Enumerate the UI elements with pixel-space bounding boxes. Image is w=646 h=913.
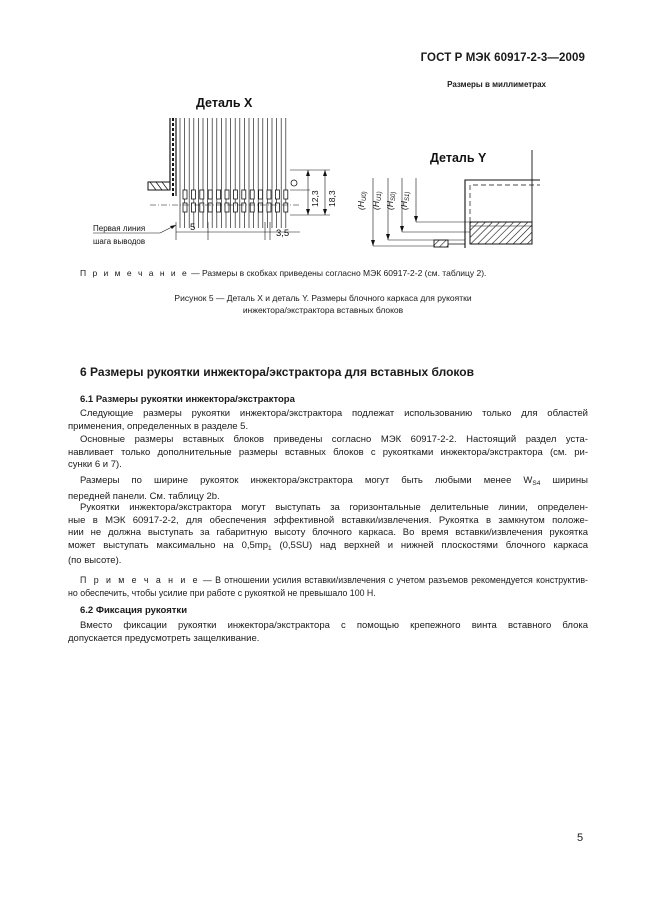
detail-x-title: Деталь X	[196, 96, 253, 110]
paragraph-1-line: Следующие размеры рукоятки инжектора/экстрактора подлежат использованию только для областей	[80, 408, 588, 419]
pin-pad	[200, 203, 204, 212]
document-header: ГОСТ Р МЭК 60917-2-3—2009	[420, 52, 585, 64]
paragraph-4-line: ные в МЭК 60917-2-2, для обеспечения эффективной вставки/извлечения. Рукоятка в замкнутом положе-	[68, 514, 588, 526]
h-dimension-label: ($H_{S0)}$	[385, 191, 397, 210]
paragraph-4-subscript: 1	[268, 544, 272, 552]
pin-pad	[208, 190, 212, 199]
paragraph-2-line: сунки 6 и 7).	[68, 459, 122, 470]
paragraph-3-line-1	[68, 475, 588, 491]
pin-pad	[242, 203, 246, 212]
dim-3-5-label: 3,5	[276, 228, 290, 239]
paragraph-5-line: Вместо фиксации рукоятки инжектора/экстрактора с помощью крепежного винта вставного блока	[80, 620, 588, 631]
pin-pad	[284, 203, 288, 212]
figure-caption-line-2: инжектора/экстрактора вставных блоков	[242, 305, 404, 315]
pin-pad	[233, 190, 237, 199]
pin-pad	[225, 190, 229, 199]
paragraph-1-line: применения, определенных в разделе 5.	[68, 420, 249, 432]
pin-pad	[259, 203, 263, 212]
paragraph-4-line: Рукоятки инжектора/экстрактора могут выступать за горизонтальные делительные линии, определен-	[80, 502, 588, 513]
pin-pad	[225, 203, 229, 212]
section-6-1-title: 6.1 Размеры рукоятки инжектора/экстрактора	[80, 394, 295, 405]
pin-pad	[275, 190, 279, 199]
detail-y-height-labels	[356, 191, 411, 210]
paragraph-4-line-5: (по высоте).	[68, 555, 122, 566]
section-6-2-title: 6.2 Фиксация рукоятки	[80, 605, 188, 616]
pin-pad	[217, 203, 221, 212]
paragraph-4	[68, 502, 588, 568]
pin-pad	[191, 203, 195, 212]
first-pin-line-label-1: Первая линия	[93, 224, 146, 233]
detail-y-title: Деталь Y	[430, 151, 487, 165]
figure-note-text: — Размеры в скобках приведены согласно МЭК 60917-2-2 (см. таблицу 2).	[188, 268, 487, 278]
paragraph-3-text-b: ширины	[540, 475, 588, 486]
paragraph-4-text-a: может выступать максимально на 0,5mp	[68, 539, 268, 551]
section-6-title: 6 Размеры рукоятки инжектора/экстрактора для вставных блоков	[80, 365, 474, 379]
figure-note-label: П р и м е ч а н и е	[80, 268, 189, 278]
pin-pad	[242, 190, 246, 199]
paragraph-3-line-2: передней панели. См. таблицу 2b.	[68, 490, 220, 502]
pin-pad	[267, 203, 271, 212]
pin-pad	[250, 190, 254, 199]
page-number: 5	[577, 832, 584, 844]
pin-pad	[259, 190, 263, 199]
paragraph-2-line: навливает только дополнительные размеры вставных блоков с рукоятками инжектора/экстрактора (см. ри-	[68, 446, 588, 458]
paragraph-4-line: нии не должна выступать за габаритную высоту блочного каркаса. Во время вставки/извлечения рукоятка	[68, 527, 588, 538]
pin-pad	[275, 203, 279, 212]
section-note-label: П р и м е ч а н и е	[80, 575, 200, 585]
paragraph-3-subscript: S4	[532, 480, 541, 487]
paragraph-4-text-b: (0,5SU) над верхней и нижней плоскостями блочного каркаса	[271, 539, 588, 551]
pin-pad	[284, 190, 288, 199]
h-dimension-label: ($H_{U1)}$	[371, 191, 383, 210]
paragraph-2-line: Основные размеры вставных блоков приведены согласно МЭК 60917-2-2. Настоящий раздел уста-	[80, 434, 588, 445]
figure-caption	[100, 292, 546, 316]
section-note-line-2: но обеспечить, чтобы усилие при работе с рукояткой не превышало 100 Н.	[68, 587, 376, 598]
h-dimension-label: ($H_{S1)}$	[399, 191, 411, 210]
paragraph-1	[68, 408, 588, 433]
h-dimension-label: ($H_{U0)}$	[356, 191, 368, 210]
pin-pad	[267, 190, 271, 199]
pin-pad	[191, 190, 195, 199]
detail-x-marker	[291, 180, 297, 186]
pin-pad	[250, 203, 254, 212]
paragraph-3	[68, 475, 588, 503]
detail-y-hatched-bar	[470, 222, 532, 244]
figure-note	[80, 268, 486, 278]
figure-5-drawing	[0, 0, 646, 265]
paragraph-4-line-4	[68, 540, 588, 556]
section-note-line-1	[68, 574, 588, 587]
figure-caption-line-1: Рисунок 5 — Деталь X и деталь Y. Размеры блочного каркаса для рукоятки	[174, 293, 472, 303]
dim-5-label: 5	[190, 222, 196, 233]
dim-18-3-label: 18,3	[327, 190, 337, 207]
paragraph-3-text-a: Размеры по ширине рукояток инжектора/экстрактора могут быть любыми менее W	[80, 475, 533, 486]
pin-pad	[183, 203, 187, 212]
units-note: Размеры в миллиметрах	[447, 80, 546, 89]
paragraph-2	[68, 434, 588, 472]
dim-12-3-label: 12,3	[310, 190, 320, 207]
detail-y-hatched-pad	[434, 240, 448, 247]
pin-pad	[233, 203, 237, 212]
section-note	[68, 574, 588, 599]
pin-pad	[200, 190, 204, 199]
section-note-text-1: — В отношении усилия вставки/извлечения с учетом разъемов рекомендуется конструктив-	[199, 575, 588, 585]
pin-pad	[208, 203, 212, 212]
paragraph-5	[68, 620, 588, 645]
paragraph-5-line: допускается предусмотреть защелкивание.	[68, 632, 260, 644]
pin-pad	[217, 190, 221, 199]
pin-pad	[183, 190, 187, 199]
first-pin-line-label-2: шага выводов	[93, 237, 146, 246]
